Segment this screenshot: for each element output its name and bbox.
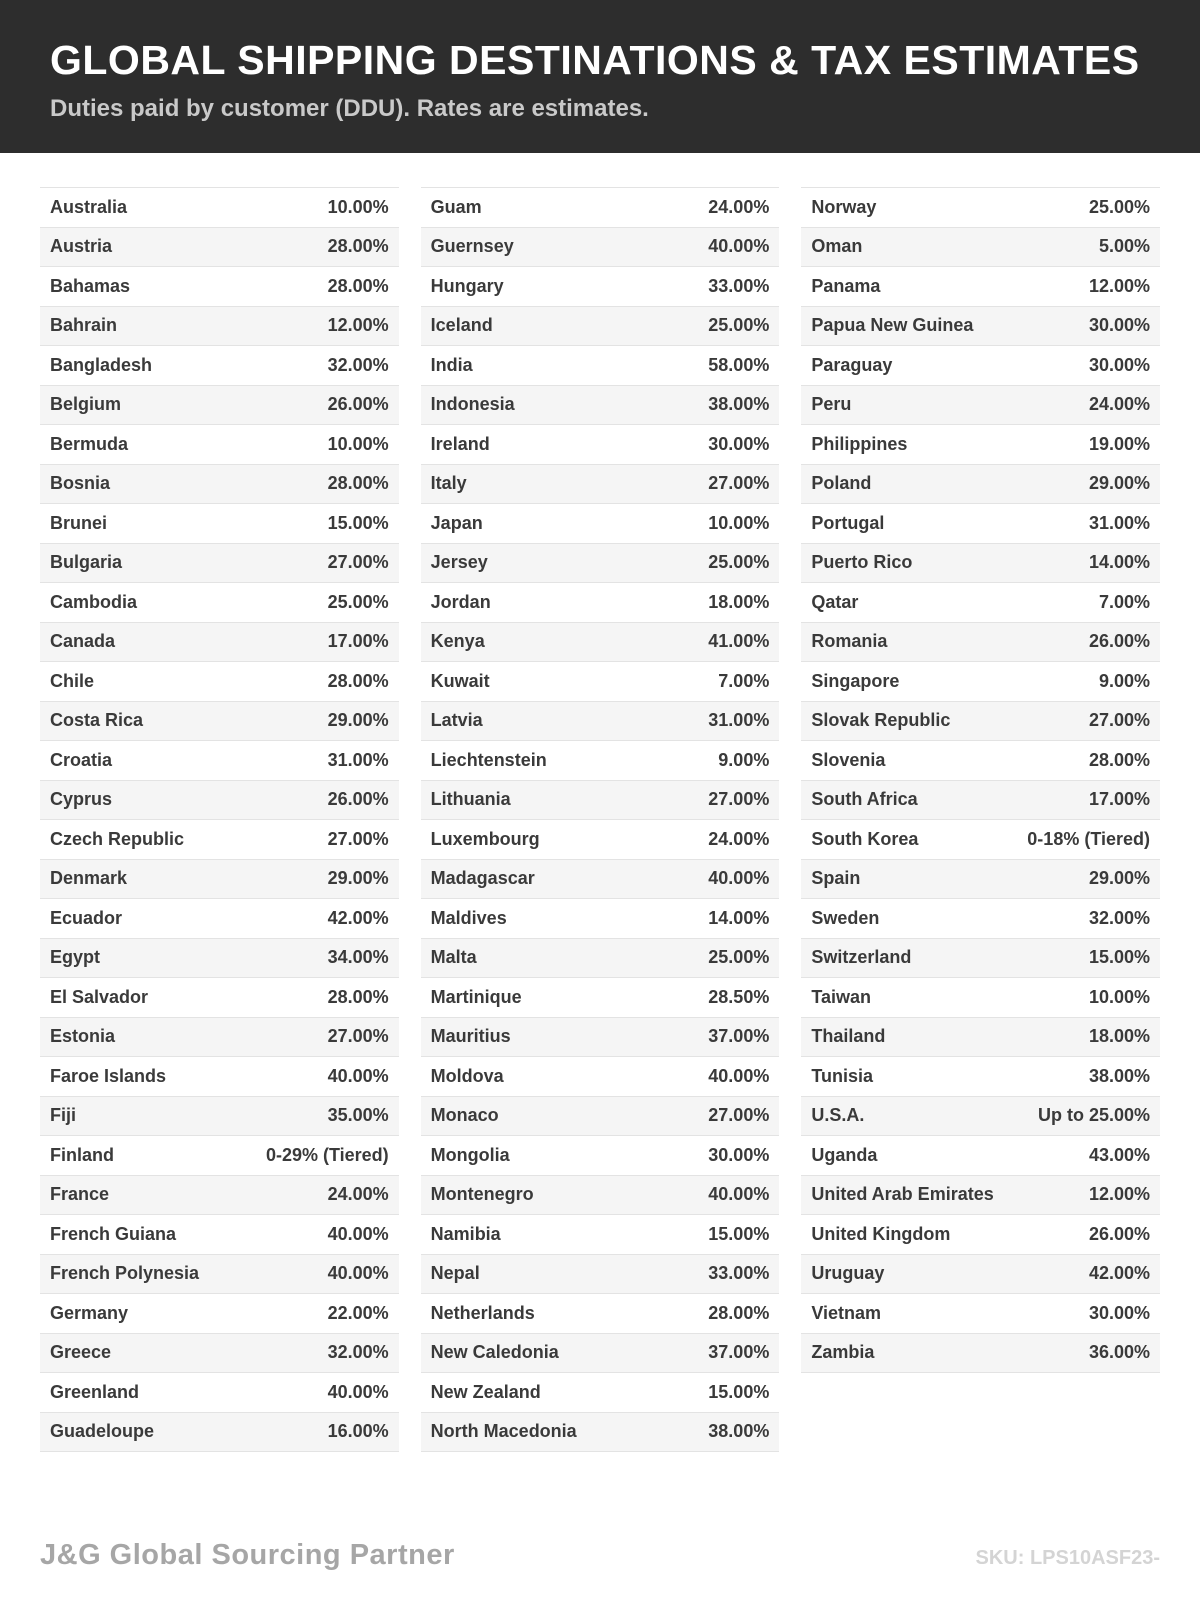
country-name: South Africa	[811, 789, 918, 810]
country-name: Puerto Rico	[811, 552, 913, 573]
table-row	[801, 1018, 1160, 1058]
table-row	[421, 1373, 780, 1413]
country-name: Netherlands	[430, 1302, 535, 1323]
country-name: Estonia	[50, 1026, 116, 1047]
country-name: Italy	[430, 473, 467, 494]
country-name: Uganda	[811, 1144, 878, 1165]
table-row	[40, 1057, 399, 1097]
tax-rate: 24.00%	[708, 828, 770, 849]
country-name: Iceland	[430, 315, 493, 336]
table-row	[40, 939, 399, 979]
tax-rate: 28.50%	[708, 986, 770, 1007]
table-row	[421, 820, 780, 860]
tax-rate: 16.00%	[327, 1421, 389, 1442]
tax-rate: 10.00%	[1088, 986, 1151, 1007]
country-name: French Polynesia	[50, 1263, 200, 1284]
country-name: Brunei	[50, 512, 108, 533]
tax-rate: 28.00%	[708, 1302, 770, 1323]
country-name: Greenland	[50, 1381, 140, 1402]
tax-rate: 58.00%	[708, 354, 770, 375]
table-row	[40, 1136, 399, 1176]
country-name: Bangladesh	[50, 354, 153, 375]
tax-rate: 32.00%	[327, 1342, 389, 1363]
country-name: Canada	[50, 631, 116, 652]
country-name: Papua New Guinea	[811, 315, 974, 336]
table-row	[40, 741, 399, 781]
table-row	[801, 820, 1160, 860]
table-row	[421, 228, 780, 268]
tax-rate: 10.00%	[708, 512, 770, 533]
tax-rate: 27.00%	[327, 828, 389, 849]
table-row	[40, 623, 399, 663]
table-row	[801, 781, 1160, 821]
table-row	[801, 188, 1160, 228]
country-name: Philippines	[811, 433, 908, 454]
tax-rate: 33.00%	[708, 1263, 770, 1284]
table-row	[40, 504, 399, 544]
country-name: Bosnia	[50, 473, 111, 494]
table-row	[40, 820, 399, 860]
country-name: Malta	[430, 947, 477, 968]
tax-rate: 22.00%	[327, 1302, 389, 1323]
tax-rate: 28.00%	[327, 473, 389, 494]
tax-rate: 15.00%	[708, 1381, 770, 1402]
table-row	[801, 425, 1160, 465]
table-row	[40, 1413, 399, 1453]
table-row	[801, 1255, 1160, 1295]
country-name: Madagascar	[430, 868, 535, 889]
table-row	[801, 662, 1160, 702]
table-row	[421, 741, 780, 781]
tax-rate: 37.00%	[708, 1342, 770, 1363]
country-name: Cyprus	[50, 789, 113, 810]
country-name: Mauritius	[430, 1026, 511, 1047]
country-name: Mongolia	[430, 1144, 510, 1165]
tax-rate: 40.00%	[327, 1263, 389, 1284]
table-row	[421, 1255, 780, 1295]
country-name: Kuwait	[430, 670, 490, 691]
country-name: Uruguay	[811, 1263, 885, 1284]
country-name: Australia	[50, 196, 128, 217]
tax-rate: 25.00%	[708, 552, 770, 573]
country-name: New Caledonia	[430, 1342, 559, 1363]
tax-rate: 38.00%	[1088, 1065, 1151, 1086]
country-name: El Salvador	[50, 986, 149, 1007]
table-row	[421, 544, 780, 584]
country-name: Guadeloupe	[50, 1421, 155, 1442]
tax-rate: 28.00%	[327, 236, 389, 257]
table-row	[421, 1136, 780, 1176]
tax-rate: 40.00%	[708, 1184, 770, 1205]
table-row	[421, 267, 780, 307]
table-row	[801, 267, 1160, 307]
table-row	[421, 702, 780, 742]
table-row	[40, 1215, 399, 1255]
table-row	[40, 1018, 399, 1058]
tax-rate: 24.00%	[327, 1184, 389, 1205]
table-row	[801, 1294, 1160, 1334]
country-name: Singapore	[811, 670, 900, 691]
country-name: Kenya	[430, 631, 485, 652]
country-name: Japan	[430, 512, 483, 533]
tax-rate: 10.00%	[327, 433, 389, 454]
tax-rate: 28.00%	[327, 986, 389, 1007]
table-row	[801, 386, 1160, 426]
country-name: Slovak Republic	[811, 710, 951, 731]
country-name: North Macedonia	[430, 1421, 577, 1442]
tax-rate: 31.00%	[708, 710, 770, 731]
tax-rate: 31.00%	[327, 749, 389, 770]
country-name: Bahrain	[50, 315, 118, 336]
tax-rate: 0-29% (Tiered)	[265, 1144, 389, 1165]
country-name: Switzerland	[811, 947, 912, 968]
page-footer	[0, 1539, 1200, 1600]
table-row	[801, 702, 1160, 742]
table-row	[40, 188, 399, 228]
table-row	[421, 1294, 780, 1334]
country-name: Cambodia	[50, 591, 138, 612]
country-name: France	[50, 1184, 110, 1205]
country-name: New Zealand	[430, 1381, 541, 1402]
tax-rate: 25.00%	[327, 591, 389, 612]
table-row	[801, 978, 1160, 1018]
tax-rate: 25.00%	[1088, 196, 1151, 217]
country-name: Lithuania	[430, 789, 511, 810]
tax-rate: 0-18% (Tiered)	[1027, 828, 1151, 849]
country-name: Indonesia	[430, 394, 515, 415]
country-name: Jordan	[430, 591, 491, 612]
tax-rate: 37.00%	[708, 1026, 770, 1047]
tax-rate: 5.00%	[1098, 236, 1151, 257]
table-row	[421, 1176, 780, 1216]
country-name: South Korea	[811, 828, 919, 849]
country-name: Croatia	[50, 749, 113, 770]
table-row	[421, 307, 780, 347]
tax-rate: 42.00%	[327, 907, 389, 928]
tax-rate: 12.00%	[1088, 275, 1151, 296]
country-name: Costa Rica	[50, 710, 144, 731]
tax-rate: 30.00%	[708, 1144, 770, 1165]
country-name: Monaco	[430, 1105, 499, 1126]
tax-rate: 43.00%	[1088, 1144, 1151, 1165]
table-row	[421, 1057, 780, 1097]
tax-rate: 30.00%	[1088, 315, 1151, 336]
tax-rate: Up to 25.00%	[1037, 1105, 1151, 1126]
country-name: French Guiana	[50, 1223, 177, 1244]
table-row	[40, 860, 399, 900]
table-row	[40, 307, 399, 347]
country-name: Guernsey	[430, 236, 514, 257]
country-name: Jersey	[430, 552, 488, 573]
table-row	[421, 1215, 780, 1255]
country-name: Bulgaria	[50, 552, 123, 573]
table-row	[40, 1373, 399, 1413]
tax-rate: 12.00%	[1088, 1184, 1151, 1205]
country-name: Vietnam	[811, 1302, 882, 1323]
table-row	[421, 504, 780, 544]
table-row	[801, 544, 1160, 584]
page-title: GLOBAL SHIPPING DESTINATIONS & TAX ESTIMATES	[50, 37, 1140, 83]
table-row	[421, 425, 780, 465]
country-name: Tunisia	[811, 1065, 874, 1086]
country-name: Spain	[811, 868, 861, 889]
tax-rate: 12.00%	[327, 315, 389, 336]
tax-rate: 25.00%	[708, 315, 770, 336]
table-row	[421, 781, 780, 821]
tax-rate: 7.00%	[1098, 591, 1151, 612]
tax-rate: 29.00%	[1088, 473, 1151, 494]
country-name: Paraguay	[811, 354, 893, 375]
tax-rate: 29.00%	[1088, 868, 1151, 889]
tax-rate: 26.00%	[1088, 631, 1151, 652]
country-name: Moldova	[430, 1065, 504, 1086]
country-name: Ireland	[430, 433, 490, 454]
table-row	[801, 228, 1160, 268]
table-row	[40, 386, 399, 426]
country-name: Bahamas	[50, 275, 131, 296]
tax-rate: 26.00%	[327, 394, 389, 415]
country-name: Liechtenstein	[430, 749, 547, 770]
tax-rate: 15.00%	[327, 512, 389, 533]
country-name: Finland	[50, 1144, 114, 1165]
country-name: U.S.A.	[811, 1105, 865, 1126]
sku-label: SKU: LPS10ASF23-	[975, 1547, 1160, 1569]
country-name: Montenegro	[430, 1184, 534, 1205]
country-name: Greece	[50, 1342, 112, 1363]
tax-rate: 14.00%	[1088, 552, 1151, 573]
table-row	[801, 741, 1160, 781]
page-subtitle: Duties paid by customer (DDU). Rates are estimates.	[50, 95, 649, 123]
table-row	[421, 899, 780, 939]
tax-rate: 24.00%	[1088, 394, 1151, 415]
table-row	[801, 504, 1160, 544]
table-row	[801, 1057, 1160, 1097]
country-name: Oman	[811, 236, 863, 257]
country-name: Egypt	[50, 947, 101, 968]
table-row	[421, 1018, 780, 1058]
table-row	[421, 188, 780, 228]
table-row	[40, 1255, 399, 1295]
tax-rate: 28.00%	[1088, 749, 1151, 770]
table-row	[421, 662, 780, 702]
country-name: Maldives	[430, 907, 507, 928]
rates-column-1	[40, 187, 399, 1452]
country-name: Peru	[811, 394, 852, 415]
table-row	[40, 1334, 399, 1374]
country-name: Qatar	[811, 591, 859, 612]
tax-rate: 17.00%	[327, 631, 389, 652]
table-row	[40, 899, 399, 939]
tax-rate: 40.00%	[327, 1223, 389, 1244]
tax-rate: 36.00%	[1088, 1342, 1151, 1363]
table-row	[801, 465, 1160, 505]
table-row	[40, 228, 399, 268]
table-row	[40, 781, 399, 821]
tax-rate: 27.00%	[327, 1026, 389, 1047]
tax-rate: 40.00%	[327, 1381, 389, 1402]
tax-rate: 31.00%	[1088, 512, 1151, 533]
rates-table	[0, 153, 1200, 1452]
table-row	[801, 1334, 1160, 1374]
table-row	[801, 899, 1160, 939]
country-name: Portugal	[811, 512, 885, 533]
country-name: Latvia	[430, 710, 483, 731]
country-name: Bermuda	[50, 433, 129, 454]
tax-rate: 10.00%	[327, 196, 389, 217]
country-name: Faroe Islands	[50, 1065, 167, 1086]
tax-rate: 28.00%	[327, 670, 389, 691]
table-row	[40, 346, 399, 386]
tax-rate: 41.00%	[708, 631, 770, 652]
page-header	[0, 0, 1200, 153]
table-row	[801, 583, 1160, 623]
rates-column-3	[801, 187, 1160, 1373]
country-name: Austria	[50, 236, 113, 257]
country-name: Zambia	[811, 1342, 875, 1363]
country-name: United Arab Emirates	[811, 1184, 994, 1205]
tax-rate: 26.00%	[327, 789, 389, 810]
tax-rate: 7.00%	[718, 670, 770, 691]
tax-rate: 17.00%	[1088, 789, 1151, 810]
brand-name: J&G Global Sourcing Partner	[40, 1539, 455, 1571]
tax-rate: 38.00%	[708, 394, 770, 415]
country-name: Taiwan	[811, 986, 872, 1007]
table-row	[40, 978, 399, 1018]
tax-rate: 9.00%	[718, 749, 770, 770]
table-row	[40, 267, 399, 307]
table-row	[421, 346, 780, 386]
tax-rate: 15.00%	[708, 1223, 770, 1244]
country-name: Norway	[811, 196, 877, 217]
tax-rate: 24.00%	[708, 196, 770, 217]
table-row	[40, 425, 399, 465]
country-name: Chile	[50, 670, 95, 691]
country-name: Poland	[811, 473, 872, 494]
tax-rate: 32.00%	[327, 354, 389, 375]
table-row	[421, 465, 780, 505]
tax-rate: 26.00%	[1088, 1223, 1151, 1244]
tax-rate: 33.00%	[708, 275, 770, 296]
tax-rate: 9.00%	[1098, 670, 1151, 691]
table-row	[421, 386, 780, 426]
table-row	[421, 860, 780, 900]
table-row	[40, 465, 399, 505]
tax-rate: 27.00%	[1088, 710, 1151, 731]
tax-rate: 14.00%	[708, 907, 770, 928]
tax-rate: 29.00%	[327, 868, 389, 889]
tax-rate: 40.00%	[708, 1065, 770, 1086]
table-row	[801, 1176, 1160, 1216]
country-name: Slovenia	[811, 749, 886, 770]
table-row	[801, 1136, 1160, 1176]
tax-rate: 28.00%	[327, 275, 389, 296]
table-row	[40, 1294, 399, 1334]
country-name: Nepal	[430, 1263, 480, 1284]
country-name: Czech Republic	[50, 828, 185, 849]
rates-column-2	[421, 187, 780, 1452]
country-name: Denmark	[50, 868, 128, 889]
tax-rate: 38.00%	[708, 1421, 770, 1442]
table-row	[421, 939, 780, 979]
country-name: Thailand	[811, 1026, 886, 1047]
tax-rate: 30.00%	[708, 433, 770, 454]
tax-rate: 40.00%	[708, 236, 770, 257]
table-row	[801, 1097, 1160, 1137]
table-row	[801, 1215, 1160, 1255]
tax-rate: 18.00%	[1088, 1026, 1151, 1047]
tax-rate: 32.00%	[1088, 907, 1151, 928]
table-row	[40, 583, 399, 623]
tax-rate: 27.00%	[708, 473, 770, 494]
tax-rate: 30.00%	[1088, 354, 1151, 375]
country-name: Belgium	[50, 394, 122, 415]
tax-rate: 25.00%	[708, 947, 770, 968]
table-row	[40, 544, 399, 584]
tax-rate: 27.00%	[708, 789, 770, 810]
table-row	[40, 1176, 399, 1216]
tax-rate: 27.00%	[708, 1105, 770, 1126]
table-row	[801, 307, 1160, 347]
tax-rate: 40.00%	[708, 868, 770, 889]
tax-rate: 30.00%	[1088, 1302, 1151, 1323]
country-name: Fiji	[50, 1105, 76, 1126]
country-name: Martinique	[430, 986, 522, 1007]
country-name: Namibia	[430, 1223, 501, 1244]
table-row	[421, 1097, 780, 1137]
table-row	[40, 662, 399, 702]
table-row	[421, 1413, 780, 1453]
tax-rate: 29.00%	[327, 710, 389, 731]
country-name: Panama	[811, 275, 881, 296]
tax-rate: 27.00%	[327, 552, 389, 573]
country-name: India	[430, 354, 473, 375]
country-name: Ecuador	[50, 907, 123, 928]
table-row	[40, 702, 399, 742]
table-row	[421, 978, 780, 1018]
table-row	[421, 583, 780, 623]
country-name: Romania	[811, 631, 888, 652]
tax-rate: 19.00%	[1088, 433, 1151, 454]
country-name: Germany	[50, 1302, 129, 1323]
table-row	[801, 939, 1160, 979]
tax-rate: 42.00%	[1088, 1263, 1151, 1284]
table-row	[801, 860, 1160, 900]
tax-rate: 15.00%	[1088, 947, 1151, 968]
table-row	[421, 1334, 780, 1374]
tax-rate: 40.00%	[327, 1065, 389, 1086]
tax-rate: 35.00%	[327, 1105, 389, 1126]
country-name: Luxembourg	[430, 828, 540, 849]
table-row	[421, 623, 780, 663]
country-name: Sweden	[811, 907, 880, 928]
tax-rate: 34.00%	[327, 947, 389, 968]
country-name: Hungary	[430, 275, 504, 296]
country-name: Guam	[430, 196, 482, 217]
tax-rate: 18.00%	[708, 591, 770, 612]
table-row	[801, 623, 1160, 663]
country-name: United Kingdom	[811, 1223, 951, 1244]
table-row	[801, 346, 1160, 386]
table-row	[40, 1097, 399, 1137]
